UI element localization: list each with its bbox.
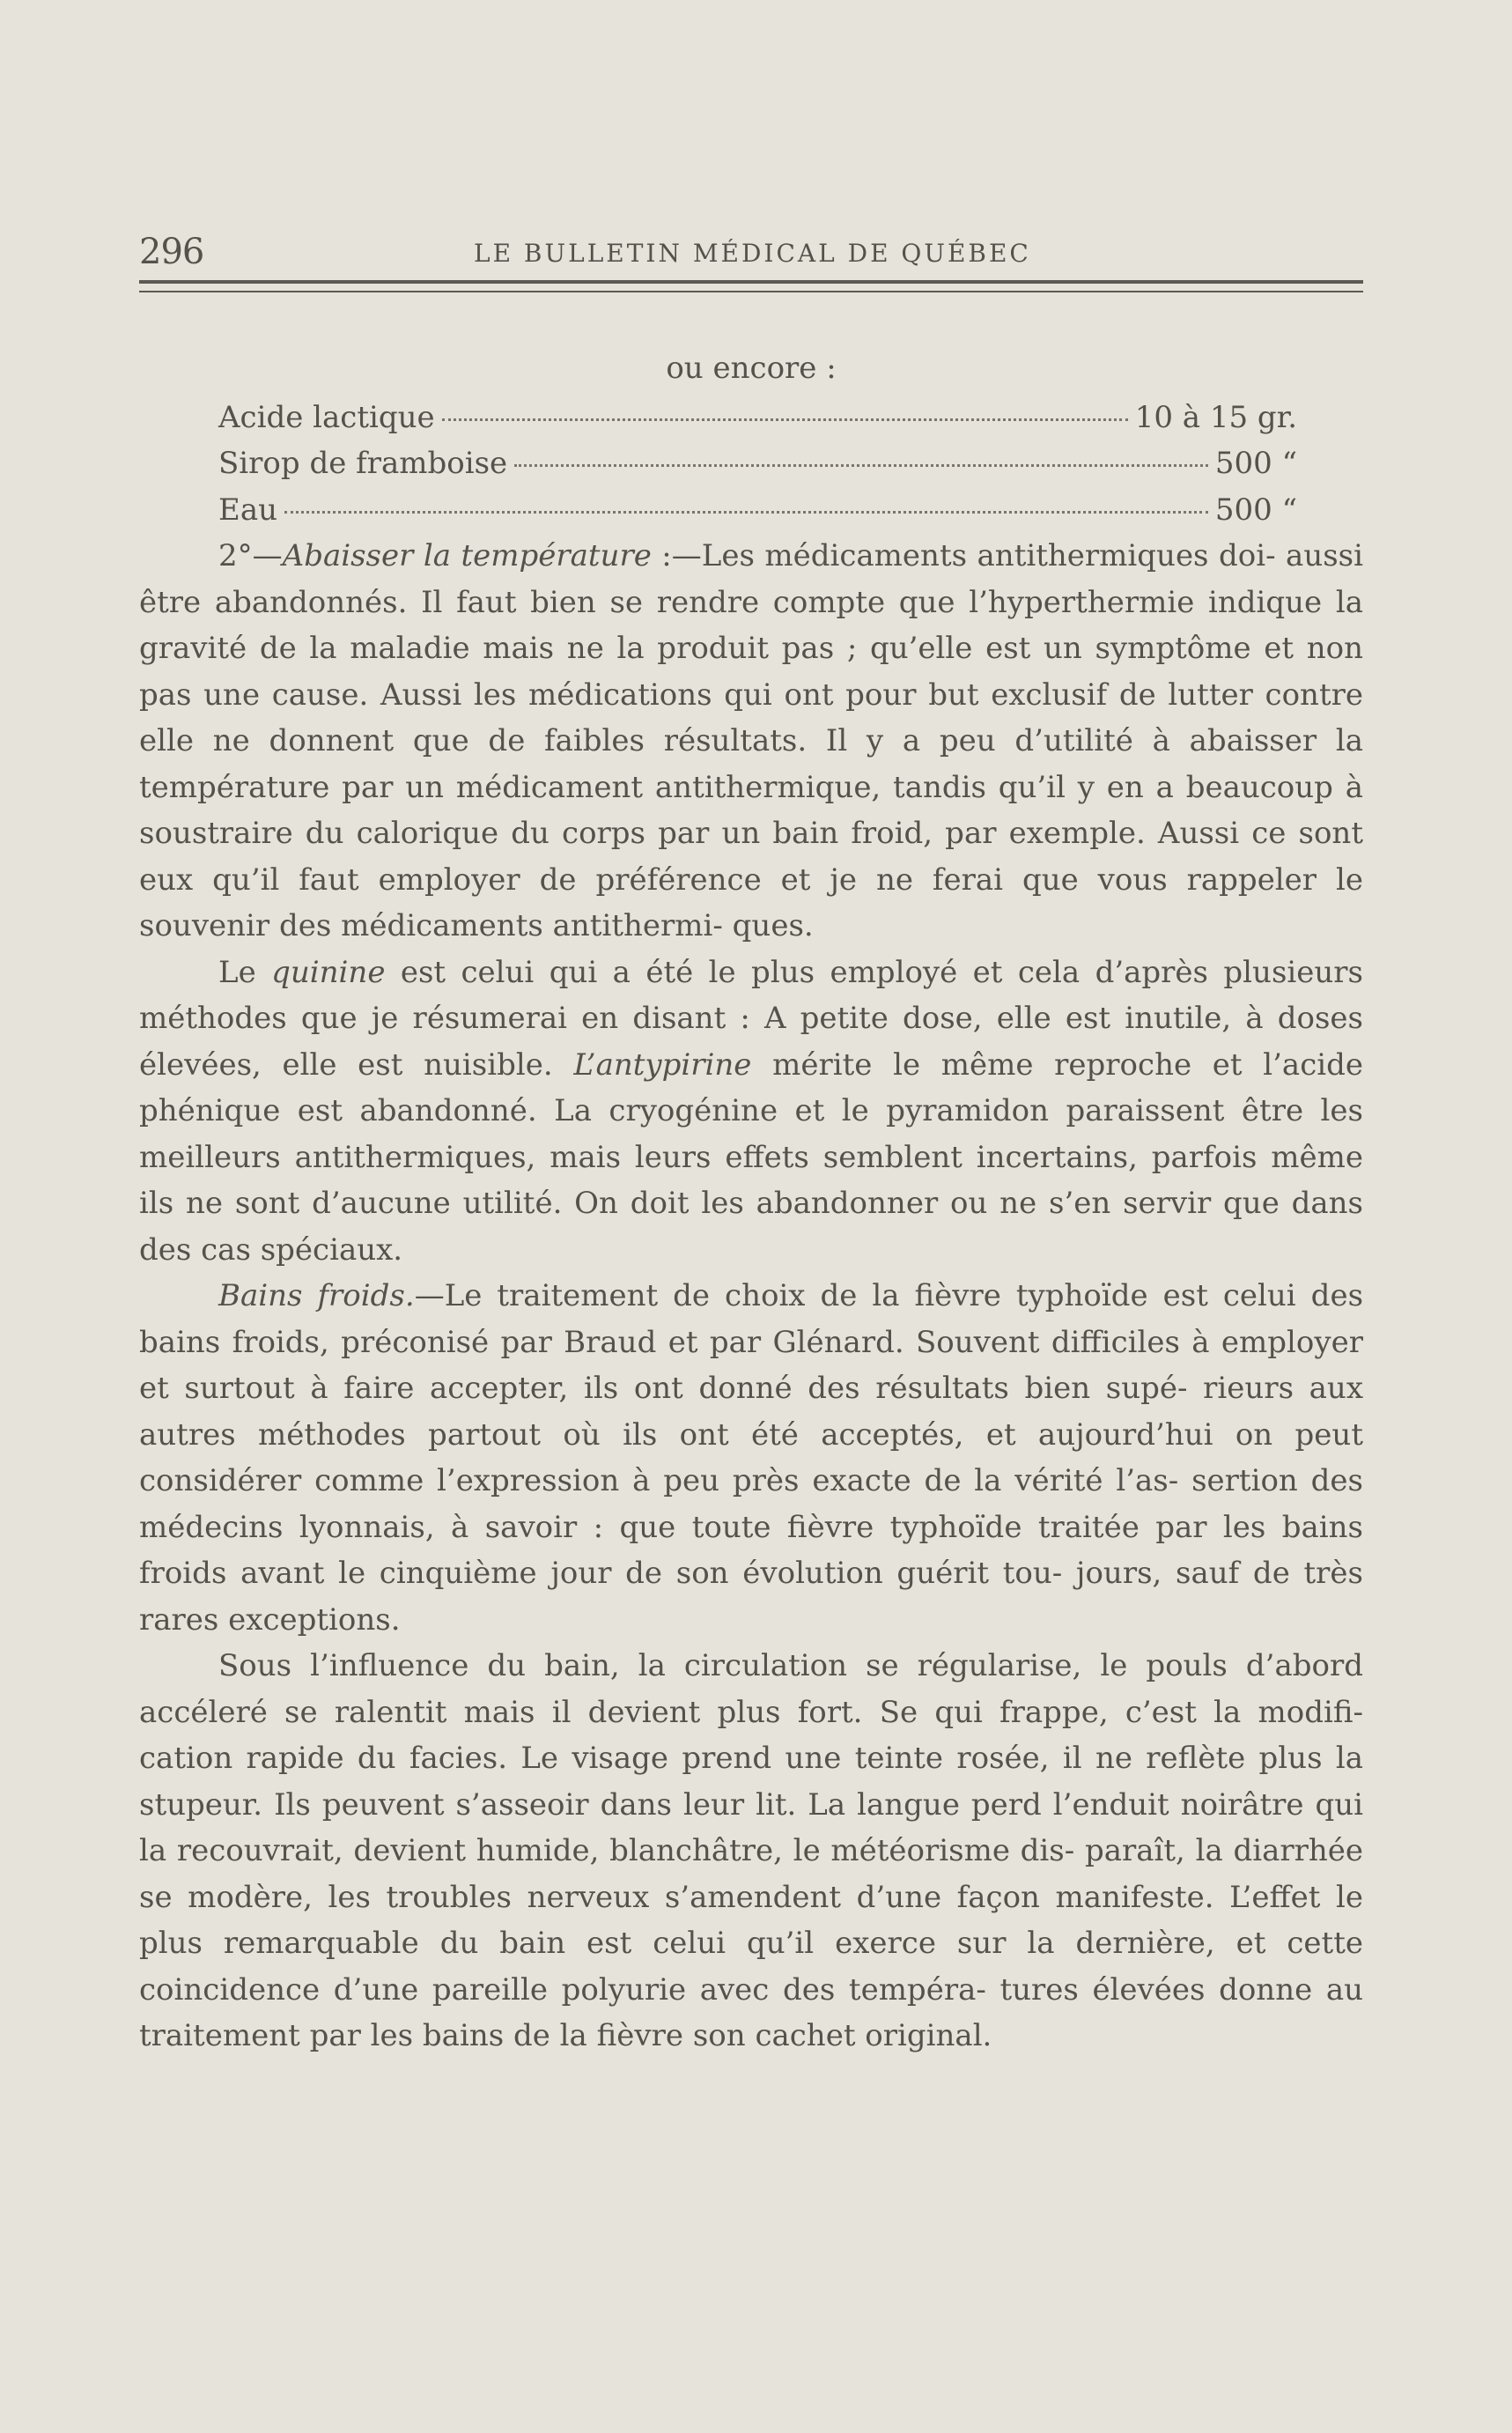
header-rule-thick [139,280,1363,284]
header-rule-thin [139,291,1363,292]
formula-intro: ou encore : [666,351,837,386]
running-header [139,231,1363,273]
paragraph-text: mérite le même reproche et l’acide phénique est abandonné. La cryogénine et le pyramidon paraissent être les meilleurs antithermiques, mais leurs effets semblent incertains, parfois même ils ne sont d’aucune utilité. On doit les abandonner ou ne s’en servir que dans des cas spéciaux. [139,1046,1363,1268]
paragraph-text: est celui qui a été le plus employé et cela d’après plusieurs méthodes que je résumerai en disant : A petite dose, elle est inutile, à doses élevées, elle est nuisible. [139,954,1363,1083]
formula-item-name: Sirop de framboise [218,446,508,481]
paragraph-temperature [139,533,1363,950]
drug-name-antypirine: L’antypirine [573,1046,752,1083]
formula-item-quantity: 500 “ [1214,446,1297,481]
paragraph-text: Sous l’influence du bain, la circulation se régularise, le pouls d’abord accéleré se ralentit mais il devient plus fort. Se qui frappe, c’est la modifi- cation rapide du facies. Le visage prend une teinte rosée, il ne reflète plus la stupeur. Ils peuvent s’asseoir dans leur lit. La langue perd l’enduit noirâtre qui la recouvrait, devient humide, blanchâtre, le météorisme dis- paraît, la diarrhée se modère, les troubles nerveux s’amendent d’une façon manifeste. L’effet le plus remarquable du bain est celui qu’il exerce sur la dernière, et cette coincidence d’une pareille polyurie avec des tempéra- tures élevées donne au traitement par les bains de la fièvre son cachet original. [139,1648,1363,2053]
paragraph-text: Le [218,954,272,990]
formula-row [218,440,1297,487]
formula-row [218,395,1297,441]
drug-name-quinine: quinine [271,954,386,990]
formula-item-name: Eau [218,492,277,528]
paragraph-text: :—Les médicaments antithermiques doi- aussi être abandonnés. Il faut bien se rendre compte que l’hyperthermie indique la gravité de la maladie mais ne la produit pas ; qu’elle est un symptôme et non pas une cause. Aussi les médications qui ont pour but exclusif de lutter contre elle ne donnent que de faibles résultats. Il y a peu d’utilité à abaisser la température par un médicament antithermique, tandis qu’il y en a beaucoup à soustraire du calorique du corps par un bain froid, par exemple. Aussi ce sont eux qu’il faut employer de préférence et je ne ferai que vous rappeler le souvenir des médicaments antithermi- ques. [139,538,1363,943]
formula-list [218,395,1297,534]
section-number: 2°— [218,538,283,573]
formula-item-quantity: 10 à 15 gr. [1134,399,1297,435]
paragraph-quinine [139,950,1363,1274]
section-heading: Bains froids. [218,1278,415,1313]
journal-title: LE BULLETIN MÉDICAL DE QUÉBEC [474,239,1031,268]
dot-leader [284,511,1208,514]
formula-item-name: Acide lactique [218,399,435,435]
dot-leader [442,418,1128,421]
page-number: 296 [139,232,204,272]
body-text [139,345,1363,2060]
paragraph-cold-baths [139,1273,1363,1643]
dot-leader [514,464,1208,467]
paragraph-text: —Le traitement de choix de la fièvre typhoïde est celui des bains froids, préconisé par Braud et par Glénard. Souvent difficiles à employer et surtout à faire accepter, ils ont donné des résultats bien supé- rieurs aux autres méthodes partout où ils ont été acceptés, et aujourd’hui on peut considérer comme l’expression à peu près exacte de la vérité l’as- sertion des médecins lyonnais, à savoir : que toute fièvre typhoïde traitée par les bains froids avant le cinquième jour de son évolution guérit tou- jours, sauf de très rares exceptions. [139,1278,1364,1638]
paragraph-bath-effects [139,1643,1363,2060]
formula-item-quantity: 500 “ [1214,492,1297,528]
section-heading: Abaisser la température [282,538,652,573]
formula-row [218,487,1297,534]
